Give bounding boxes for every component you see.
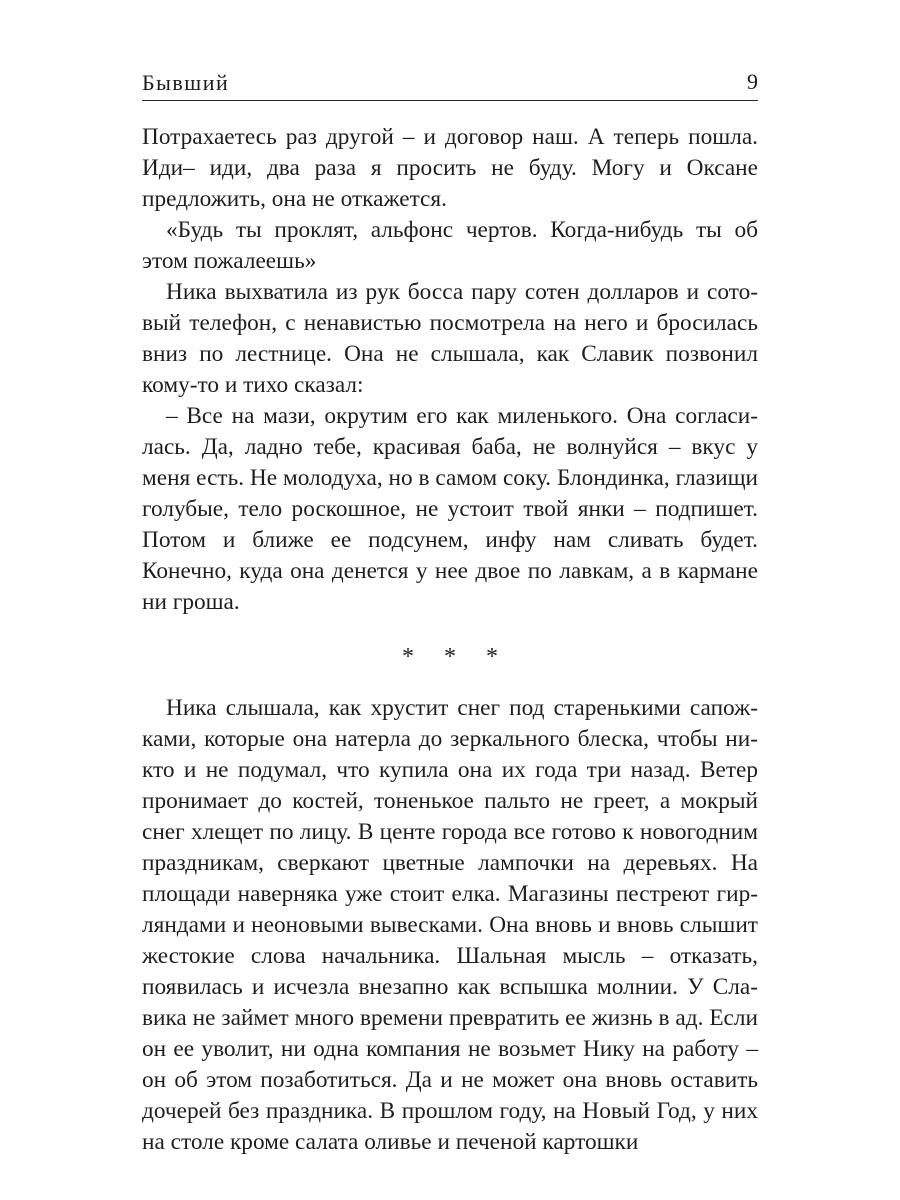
paragraph: Ника выхватила из рук босса пару сотен долларов и сотовый телефон, с ненавистью посмотрела на него и бросилась вниз по лестнице. Она не слышала, как Славик позвонил кому-то и тихо сказал:	[142, 279, 758, 398]
running-header	[142, 60, 758, 101]
book-page	[142, 60, 758, 1158]
running-title: Бывший	[142, 70, 230, 95]
section-break: * * *	[402, 644, 510, 670]
text-body	[142, 122, 758, 1158]
paragraph: Ника слышала, как хрустит снег под старенькими сапожками, которые она натерла до зеркального блеска, чтобы никто и не подумал, что купила она их года три назад. Ветер пронимает до костей, тоненькое пальто не греет, а мокрый снег хлещет по лицу. В центе города все готово к новогодним праздникам, сверкают цветные лампочки на деревьях. На площади наверняка уже стоит елка. Магазины пестреют гирляндами и неоновыми вывесками. Она вновь и вновь слышит жестокие слова начальника. Шальная мысль – отказать, появилась и исчезла внезапно как вспышка молнии. У Славика не займет много времени превратить ее жизнь в ад. Если он ее уволит, ни одна компания не возьмет Нику на работу – он об этом позаботиться. Да и не может она вновь оставить дочерей без праздника. В прошлом году, на Новый Год, у них на столе кроме салата оливье и печеной картошки	[142, 695, 758, 1155]
paragraph: – Все на мази, окрутим его как миленького. Она согласилась. Да, ладно тебе, красивая баба, не волнуйся – вкус у меня есть. Не молодуха, но в самом соку. Блондинка, глазищи голубые, тело роскошное, не устоит твой янки – подпишет. Потом и ближе ее подсунем, инфу нам сливать будет. Конечно, куда она денется у нее двое по лавкам, а в кармане ни гроша.	[142, 403, 758, 615]
paragraph: «Будь ты проклят, альфонс чертов. Когда-нибудь ты об этом пожалеешь»	[142, 217, 758, 274]
paragraph: Потрахаетесь раз другой – и договор наш. А теперь пошла. Иди– иди, два раза я просить не буду. Могу и Оксане предложить, она не откажется.	[142, 124, 758, 212]
page-number: 9	[747, 69, 758, 94]
